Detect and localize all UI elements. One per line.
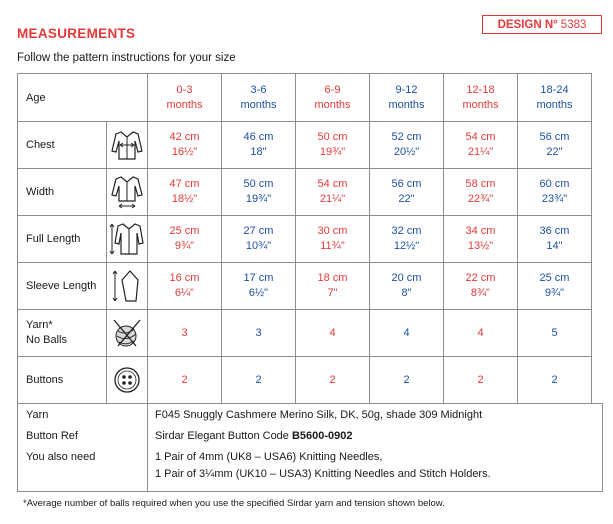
row-label: Yarn* No Balls [18,310,107,357]
table-cell: 56 cm 22" [370,169,444,216]
yarn-label: Yarn [26,409,49,421]
button-ref-value: Sirdar Elegant Button Code B5600-0902 [155,430,353,442]
size-header: 18-24 months [518,74,592,122]
cardigan-length-icon [107,216,148,263]
row-label: Full Length [18,216,107,263]
table-cell: 2 [222,357,296,404]
sleeve-length-icon [107,263,148,310]
footnote: *Average number of balls required when you use the specified Sirdar yarn and tension shown below. [23,498,445,509]
design-number-badge [482,15,602,34]
table-cell: 2 [518,357,592,404]
table-cell: 4 [370,310,444,357]
table-row-buttons [18,357,592,404]
subtitle: Follow the pattern instructions for your size [17,52,236,64]
table-cell: 2 [148,357,222,404]
button-ref-label: Button Ref [26,430,78,442]
table-row-yarn-balls [18,310,592,357]
row-label: Chest [18,122,107,169]
button-code: B5600-0902 [291,430,353,442]
design-label: DESIGN N° [497,18,558,31]
table-cell: 30 cm 11¾" [296,216,370,263]
size-header: 3-6 months [222,74,296,122]
page-title: MEASUREMENTS [17,26,136,41]
yarn-ball-icon [107,310,148,357]
table-cell: 58 cm 22¾" [444,169,518,216]
also-need-label: You also need [26,451,96,463]
table-row-full-length [18,216,592,263]
table-cell: 54 cm 21¼" [296,169,370,216]
table-cell: 17 cm 6½" [222,263,296,310]
materials-box [17,403,603,492]
table-cell: 3 [148,310,222,357]
table-cell: 2 [444,357,518,404]
table-cell: 50 cm 19¾" [222,169,296,216]
table-cell: 50 cm 19¾" [296,122,370,169]
table-cell: 32 cm 12½" [370,216,444,263]
size-header: 9-12 months [370,74,444,122]
cardigan-chest-icon [107,122,148,169]
size-header: 0-3 months [148,74,222,122]
age-header: Age [18,74,148,122]
table-cell: 34 cm 13½" [444,216,518,263]
yarn-value: F045 Snuggly Cashmere Merino Silk, DK, 50g, shade 309 Midnight [155,409,483,421]
table-cell: 18 cm 7" [296,263,370,310]
materials-divider [147,404,148,491]
table-cell: 47 cm 18½" [148,169,222,216]
table-cell: 42 cm 16½" [148,122,222,169]
row-label: Buttons [18,357,107,404]
table-cell: 54 cm 21¼" [444,122,518,169]
table-cell: 60 cm 23¾" [518,169,592,216]
table-header-row [18,74,592,122]
table-cell: 4 [296,310,370,357]
table-cell: 56 cm 22" [518,122,592,169]
table-cell: 25 cm 9¾" [518,263,592,310]
table-cell: 25 cm 9¾" [148,216,222,263]
row-label: Sleeve Length [18,263,107,310]
table-cell: 2 [370,357,444,404]
table-cell: 20 cm 8" [370,263,444,310]
table-row-sleeve-length [18,263,592,310]
table-cell: 27 cm 10¾" [222,216,296,263]
table-cell: 3 [222,310,296,357]
size-header: 6-9 months [296,74,370,122]
table-cell: 36 cm 14" [518,216,592,263]
button-icon [107,357,148,404]
table-row-chest [18,122,592,169]
also-need-line-2: 1 Pair of 3¼mm (UK10 – USA3) Knitting Needles and Stitch Holders. [155,468,491,480]
size-header: 12-18 months [444,74,518,122]
table-cell: 4 [444,310,518,357]
table-cell: 5 [518,310,592,357]
table-cell: 2 [296,357,370,404]
table-row-width [18,169,592,216]
cardigan-width-icon [107,169,148,216]
design-number: 5383 [560,18,587,31]
row-label: Width [18,169,107,216]
table-cell: 46 cm 18" [222,122,296,169]
measurements-table [17,73,592,404]
also-need-line-1: 1 Pair of 4mm (UK8 – USA6) Knitting Needles, [155,451,383,463]
table-cell: 22 cm 8¾" [444,263,518,310]
table-cell: 52 cm 20½" [370,122,444,169]
table-cell: 16 cm 6¼" [148,263,222,310]
